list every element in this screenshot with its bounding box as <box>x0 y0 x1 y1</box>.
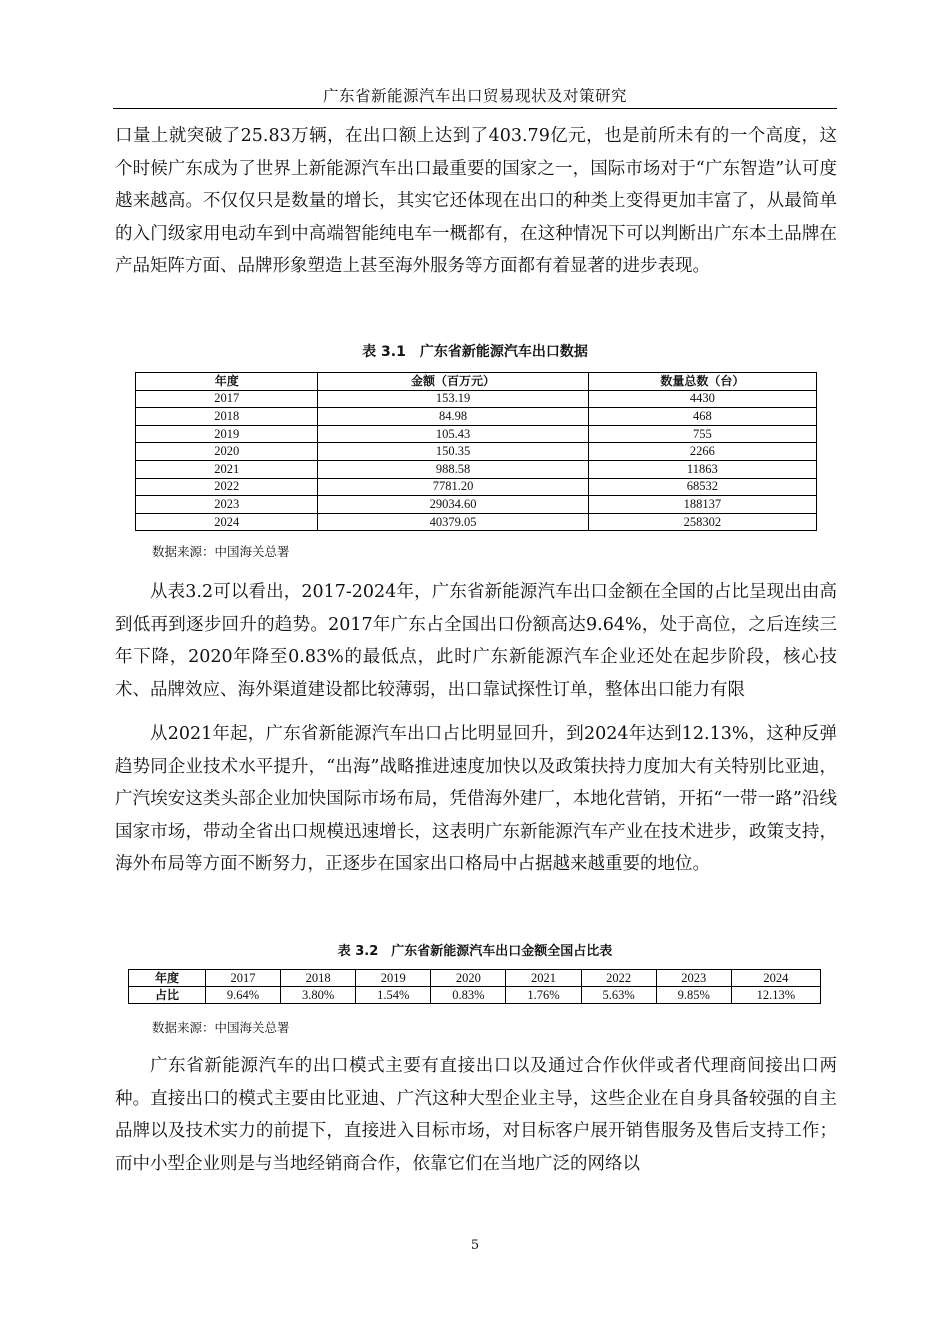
table-cell: 468 <box>588 408 816 426</box>
table-cell: 988.58 <box>318 460 588 478</box>
table-cell: 755 <box>588 425 816 443</box>
table-cell: 68532 <box>588 478 816 496</box>
table-row <box>136 425 817 443</box>
table-cell: 258302 <box>588 513 816 531</box>
row-header-year: 年度 <box>129 970 206 987</box>
row-header-share: 占比 <box>129 987 206 1004</box>
table-row <box>136 460 817 478</box>
paragraph-1: 口量上就突破了25.83万辆，在出口额上达到了403.79亿元，也是前所未有的一个高度，这个时候广东成为了世界上新能源汽车出口最重要的国家之一，国际市场对于“广东智造”认可度越来越高。不仅仅只是数量的增长，其实它还体现在出口的种类上变得更加丰富了，从最简单的入门级家用电动车到中高端智能纯电车一概都有，在这种情况下可以判断出广东本土品牌在产品矩阵方面、品牌形象塑造上甚至海外服务等方面都有着显著的进步表现。 <box>115 126 837 277</box>
table-cell: 2021 <box>136 460 318 478</box>
table1-source-note: 数据来源：中国海关总署 <box>152 544 290 559</box>
page-number: 5 <box>470 1238 480 1253</box>
table-cell: 4430 <box>588 390 816 408</box>
table1-caption: 表 3.1 广东省新能源汽车出口数据 <box>362 344 588 360</box>
column-header-year: 年度 <box>136 373 318 391</box>
export-data-table <box>135 372 817 531</box>
table-cell: 2022 <box>136 478 318 496</box>
table-row <box>136 513 817 531</box>
table-cell: 29034.60 <box>318 496 588 514</box>
year-cell: 2018 <box>281 970 356 987</box>
table-cell: 84.98 <box>318 408 588 426</box>
table-cell: 105.43 <box>318 425 588 443</box>
table2-source-note: 数据来源：中国海关总署 <box>152 1020 290 1035</box>
share-cell: 12.13% <box>731 987 820 1004</box>
table-cell: 40379.05 <box>318 513 588 531</box>
table-row <box>136 478 817 496</box>
table-row-share <box>129 987 821 1004</box>
table-cell: 2024 <box>136 513 318 531</box>
share-cell: 9.64% <box>206 987 281 1004</box>
table-cell: 7781.20 <box>318 478 588 496</box>
table-row-year <box>129 970 821 987</box>
year-cell: 2024 <box>731 970 820 987</box>
share-cell: 5.63% <box>581 987 656 1004</box>
share-cell: 3.80% <box>281 987 356 1004</box>
running-header: 广东省新能源汽车出口贸易现状及对策研究 <box>322 87 627 105</box>
table-cell: 2019 <box>136 425 318 443</box>
table-cell: 150.35 <box>318 443 588 461</box>
table-cell: 2266 <box>588 443 816 461</box>
year-cell: 2021 <box>506 970 581 987</box>
table-row <box>136 390 817 408</box>
share-cell: 9.85% <box>656 987 731 1004</box>
table-row <box>136 408 817 426</box>
table-header-row <box>136 373 817 391</box>
table-cell: 2018 <box>136 408 318 426</box>
table-cell: 188137 <box>588 496 816 514</box>
paragraph-3: 从2021年起，广东省新能源汽车出口占比明显回升，到2024年达到12.13%，这种反弹趋势同企业技术水平提升，“出海”战略推进速度加快以及政策扶持力度加大有关特别比亚迪，广汽埃安这类头部企业加快国际市场布局，凭借海外建厂，本地化营销，开拓“一带一路”沿线国家市场，带动全省出口规模迅速增长，这表明广东新能源汽车产业在技术进步，政策支持，海外布局等方面不断努力，正逐步在国家出口格局中占据越来越重要的地位。 <box>115 724 837 875</box>
export-share-table <box>128 969 821 1004</box>
year-cell: 2023 <box>656 970 731 987</box>
share-cell: 0.83% <box>431 987 506 1004</box>
table-cell: 2017 <box>136 390 318 408</box>
table-cell: 2020 <box>136 443 318 461</box>
year-cell: 2020 <box>431 970 506 987</box>
paragraph-2: 从表3.2可以看出，2017-2024年，广东省新能源汽车出口金额在全国的占比呈现出由高到低再到逐步回升的趋势。2017年广东占全国出口份额高达9.64%，处于高位，之后连续三年下降，2020年降至0.83%的最低点，此时广东新能源汽车企业还处在起步阶段，核心技术、品牌效应、海外渠道建设都比较薄弱，出口靠试探性订单，整体出口能力有限 <box>115 582 837 700</box>
table-row <box>136 443 817 461</box>
column-header-amount: 金额（百万元） <box>318 373 588 391</box>
table-row <box>136 496 817 514</box>
year-cell: 2019 <box>356 970 431 987</box>
table-cell: 11863 <box>588 460 816 478</box>
paragraph-4: 广东省新能源汽车的出口模式主要有直接出口以及通过合作伙伴或者代理商间接出口两种。直接出口的模式主要由比亚迪、广汽这种大型企业主导，这些企业在自身具备较强的自主品牌以及技术实力的前提下，直接进入目标市场，对目标客户展开销售服务及售后支持工作；而中小型企业则是与当地经销商合作，依靠它们在当地广泛的网络以 <box>115 1056 837 1174</box>
table2-caption: 表 3.2 广东省新能源汽车出口金额全国占比表 <box>337 944 613 959</box>
year-cell: 2017 <box>206 970 281 987</box>
year-cell: 2022 <box>581 970 656 987</box>
share-cell: 1.76% <box>506 987 581 1004</box>
share-cell: 1.54% <box>356 987 431 1004</box>
table-cell: 2023 <box>136 496 318 514</box>
header-rule <box>113 108 837 109</box>
column-header-quantity: 数量总数（台） <box>588 373 816 391</box>
table-cell: 153.19 <box>318 390 588 408</box>
